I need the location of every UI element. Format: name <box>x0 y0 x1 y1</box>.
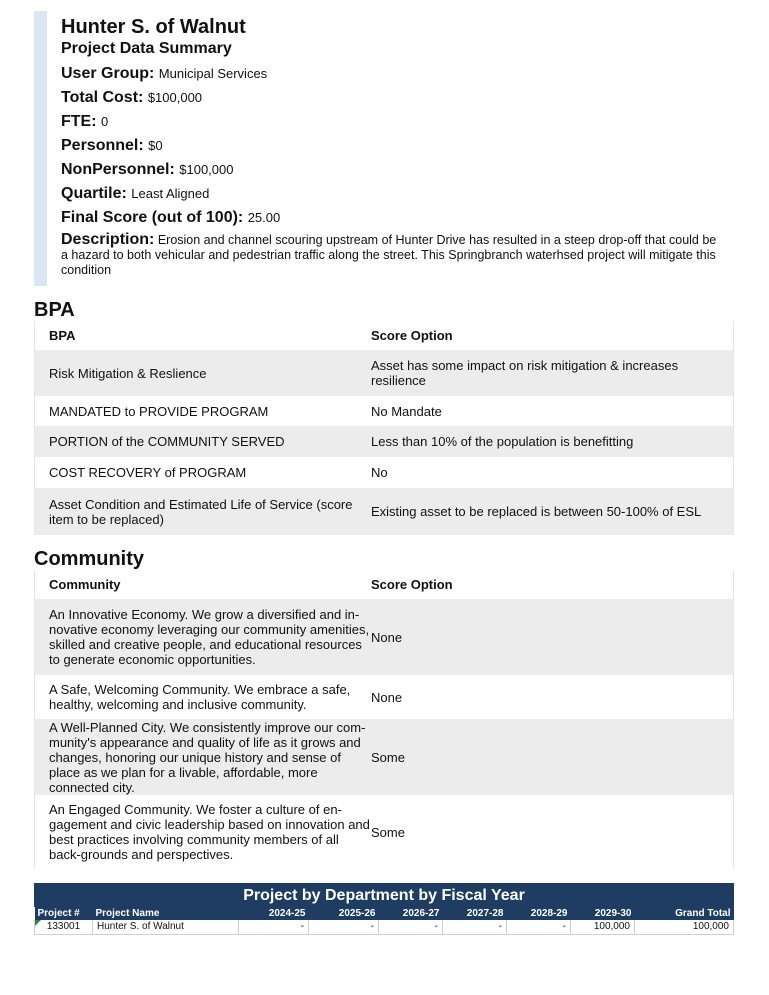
column-header: 2026-27 <box>379 907 443 920</box>
community-item-text: An Innovative Economy. We grow a diversified and in-novative economy leveraging our community amenities, skilled and creative people, and educational resources to generate economic opportunities. <box>49 607 370 667</box>
table-row <box>35 457 734 488</box>
field-label: Quartile: <box>61 185 127 202</box>
table-row <box>35 920 734 935</box>
community-table <box>34 570 734 869</box>
bpa-item-text: Asset Condition and Estimated Life of Service (score item to be replaced) <box>49 496 353 527</box>
fy-value-cell: - <box>239 920 309 935</box>
bpa-item: Risk Mitigation & Reslience <box>49 365 207 381</box>
bpa-table <box>34 321 734 535</box>
fiscal-year-table <box>34 883 734 935</box>
table-row <box>35 488 734 535</box>
fiscal-grid <box>34 907 734 935</box>
table-header-row <box>35 570 734 599</box>
column-header: 2027-28 <box>443 907 507 920</box>
field-value: $0 <box>148 138 163 153</box>
community-score: Some <box>371 824 405 840</box>
field-value: 0 <box>101 114 109 129</box>
field-total-cost <box>61 86 724 110</box>
field-fte <box>61 110 724 134</box>
description-text: Erosion and channel scouring upstream of Hunter Drive has resulted in a steep drop-off that could be a hazard to both vehicular and pedestrian traffic along the street. This Springbranch waterhsed project will mitigate this condition <box>61 233 717 277</box>
table-row <box>35 426 734 457</box>
bpa-score: No <box>371 465 388 480</box>
field-label: User Group: <box>61 65 155 82</box>
table-row <box>35 396 734 426</box>
project-name-cell: Hunter S. of Walnut <box>93 920 239 935</box>
bpa-score: Existing asset to be replaced is between 50-100% of ESL <box>371 504 702 519</box>
fy-value-cell: - <box>379 920 443 935</box>
bpa-score: Asset has some impact on risk mitigation & increases resilience <box>371 358 679 388</box>
table-row <box>35 675 734 719</box>
field-label: Final Score (out of 100): <box>61 209 244 226</box>
community-score: None <box>371 629 403 645</box>
field-final-score <box>61 206 724 230</box>
bpa-item: COST RECOVERY of PROGRAM <box>49 465 247 480</box>
column-header: 2028-29 <box>507 907 571 920</box>
description-label: Description: <box>61 231 155 248</box>
column-header: 2024-25 <box>239 907 309 920</box>
description <box>61 232 724 278</box>
community-item-text: A Well-Planned City. We consistently improve our com-munity's appearance and quality of life as it grows and changes, honoring our unique history and sense of place as we plan for a livable, affordable, more connected city. <box>49 719 366 795</box>
field-label: FTE: <box>61 113 97 130</box>
bpa-item: MANDATED to PROVIDE PROGRAM <box>49 403 269 419</box>
field-value: Municipal Services <box>158 66 268 81</box>
community-score: None <box>371 689 403 705</box>
project-summary <box>34 11 724 286</box>
column-header: Community <box>49 577 121 592</box>
community-score: Some <box>371 749 405 765</box>
community-item <box>35 795 372 869</box>
field-value: $100,000 <box>179 162 234 177</box>
cell-marker-icon <box>35 920 41 926</box>
summary-subtitle: Project Data Summary <box>61 40 232 57</box>
community-heading: Community <box>34 548 144 570</box>
field-nonpersonnel <box>61 158 724 182</box>
table-row <box>35 719 734 795</box>
field-label: Total Cost: <box>61 89 144 106</box>
fiscal-table-title: Project by Department by Fiscal Year <box>34 883 734 907</box>
column-header: Score Option <box>371 577 453 592</box>
table-header-row <box>35 321 734 350</box>
column-header: 2029-30 <box>571 907 635 920</box>
grand-total-cell: 100,000 <box>635 920 734 935</box>
column-header: Score Option <box>371 328 453 343</box>
bpa-heading: BPA <box>34 299 75 321</box>
bpa-item: PORTION of the COMMUNITY SERVED <box>49 434 285 449</box>
bpa-score: Less than 10% of the population is benefitting <box>371 434 634 449</box>
column-header: Grand Total <box>635 907 734 920</box>
project-title: Hunter S. of Walnut <box>61 16 246 38</box>
community-item <box>35 719 372 795</box>
column-header: Project Name <box>93 907 239 920</box>
field-label: Personnel: <box>61 137 144 154</box>
field-value: $100,000 <box>147 90 203 105</box>
project-number-cell <box>35 920 93 935</box>
field-quartile <box>61 182 724 206</box>
field-user-group <box>61 62 724 86</box>
project-number: 133001 <box>46 921 81 932</box>
community-item-text: A Safe, Welcoming Community. We embrace a safe, healthy, welcoming and inclusive community. <box>49 682 351 712</box>
community-item <box>35 675 372 719</box>
fy-value-cell: - <box>507 920 571 935</box>
table-row <box>35 350 734 396</box>
community-item-text: An Engaged Community. We foster a culture of en-gagement and civic leadership based on innovation and best practices involving community members of all back-grounds and perspectives. <box>49 802 370 862</box>
summary-accent-bar <box>34 11 47 286</box>
column-header: BPA <box>49 328 76 343</box>
table-row <box>35 599 734 675</box>
table-row <box>35 795 734 869</box>
bpa-item <box>35 488 372 535</box>
fy-value-cell: 100,000 <box>571 920 635 935</box>
fiscal-header-row <box>35 907 734 920</box>
field-value: 25.00 <box>247 210 281 225</box>
bpa-score: No Mandate <box>371 403 442 419</box>
fy-value-cell: - <box>309 920 379 935</box>
column-header: 2025-26 <box>309 907 379 920</box>
column-header: Project # <box>35 907 93 920</box>
field-label: NonPersonnel: <box>61 161 175 178</box>
fy-value-cell: - <box>443 920 507 935</box>
field-personnel <box>61 134 724 158</box>
field-value: Least Aligned <box>131 186 210 201</box>
community-item <box>35 599 372 675</box>
